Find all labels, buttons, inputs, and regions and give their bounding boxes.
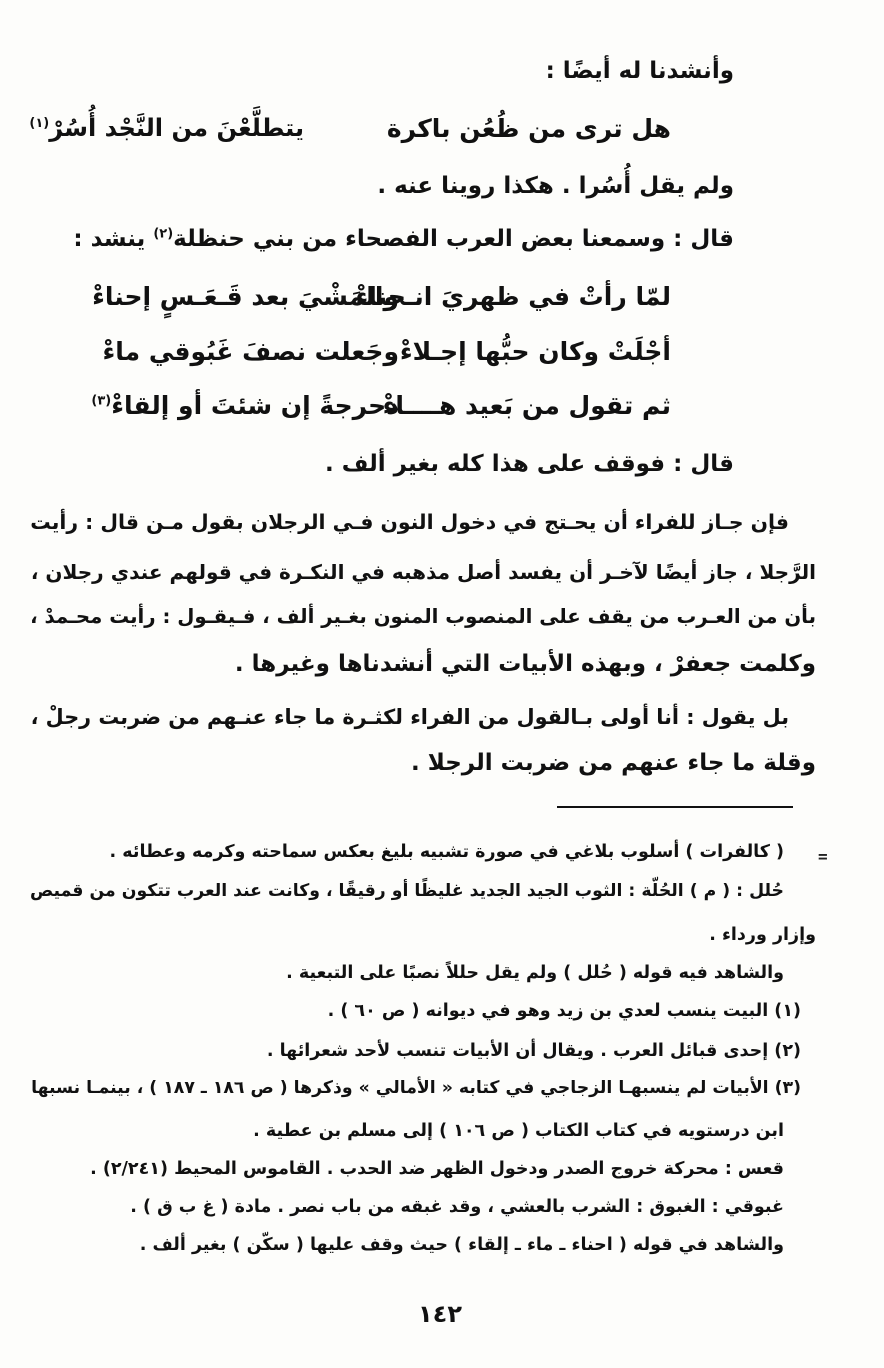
footnote-3-line-4: غبوقي : الغبوق : الشرب بالعشي ، وقد غبقه من باب نصر . مادة ( غ ب ق ) .	[130, 1197, 784, 1217]
footnote-ref-1: (١)	[29, 115, 50, 131]
footnote-3-line-5: والشاهد في قوله ( احناء ـ ماء ـ إلقاء ) حيث وقف عليها ( سكّن ) بغير ألف .	[139, 1235, 784, 1255]
footnote-1: (١) البيت ينسب لعدي بن زيد وهو في ديوانه ( ص ٦٠ ) .	[327, 1001, 801, 1021]
intro-line: وأنشدنا له أيضًا :	[545, 58, 734, 84]
footnote-ref-2: (٢)	[153, 226, 174, 242]
para1-line-3: بأن من العـرب من يقف على المنصوب المنون بغـير ألف ، فـيقـول : رأيت محـمدْ ،	[30, 605, 816, 628]
footnote-3-line-1: (٣) الأبيات لم ينسبهـا الزجاجي في كتابه « الأمالي » وذكرها ( ص ١٨٦ ـ ١٨٧ ) ، بينمـا نسبها	[31, 1078, 801, 1098]
qala-stop-line: قال : فوقف على هذا كله بغير ألف .	[324, 451, 734, 477]
footnote-line-4: والشاهد فيه قوله ( حُلل ) ولم يقل حللاً نصبًا على التبعية .	[286, 963, 784, 983]
footnote-continuation-marker: =	[818, 847, 828, 866]
verse-1-left-hemistich: هل ترى من ظُعُن باكرة	[386, 114, 671, 143]
qala-intro-text: قال : وسمعنا بعض العرب الفصحاء من بني حنظلة	[173, 226, 734, 252]
para1-line-2: الرَّجلا ، جاز أيضًا لآخـر أن يفسد أصل مذهبه في النكـرة في قولهم عندي رجلان ،	[30, 560, 816, 584]
para1-line-1: فإن جـاز للفراء أن يحـتج في دخول النون فـي الرجلان بقول مـن قال : رأيت	[30, 510, 789, 534]
page-number: ١٤٢	[418, 1300, 462, 1328]
qala-intro-tail: ينشد :	[73, 226, 146, 252]
para2-line-2: وقلة ما جاء عنهم من ضربت الرجلا .	[411, 750, 816, 776]
verse-4-left-hemistich: ثم تقول من بَعيد هــــاءْ	[382, 391, 671, 420]
footnote-3-line-3: قعس : محركة خروج الصدر ودخول الظهر ضد الحدب . القاموس المحيط (٢/٢٤١) .	[90, 1159, 784, 1179]
footnote-separator	[557, 806, 793, 808]
para2-line-1: بل يقول : أنا أولى بـالقول من الفراء لكثـرة ما جاء عنـهم من ضربت رجلْ ،	[30, 705, 789, 729]
qala-intro-line	[73, 226, 734, 252]
footnote-line-1: ( كالفرات ) أسلوب بلاغي في صورة تشبيه بليغ بعكس سماحته وكرمه وعطائه .	[109, 842, 784, 862]
para1-line-4: وكلمت جعفرْ ، وبهذه الأبيات التي أنشدناها وغيرها .	[234, 651, 816, 677]
verse-4-right-text: دحرجةً إن شئتَ أو إلقاءْ	[111, 391, 399, 420]
footnote-3-line-2: ابن درستويه في كتاب الكتاب ( ص ١٠٦ ) إلى مسلم بن عطية .	[253, 1121, 784, 1141]
verse-1-right-text: يتطلَّعْنَ من النَّجْد أُسُرْ	[49, 114, 304, 142]
verse-4-right-hemistich	[91, 391, 399, 420]
verse-2-right-hemistich: والمَشْيَ بعد قَـعَـسٍ إحناءْ	[92, 282, 399, 311]
verse-3-right-hemistich: وجَعلت نصفَ غَبُوقي ماءْ	[102, 337, 399, 366]
footnote-ref-3: (٣)	[91, 393, 112, 409]
verse-1-right-hemistich	[29, 114, 304, 142]
line-after-verse-1: ولم يقل أُسُرا . هكذا روينا عنه .	[377, 173, 734, 199]
verse-3-left-hemistich: أجْلَتْ وكان حبُّها إجـلاءْ	[399, 337, 671, 366]
footnote-line-2: حُلل : ( م ) الحُلّة : الثوب الجيد الجديد غليظًا أو رقيقًا ، وكانت عند العرب تتكون من قميص	[30, 881, 784, 901]
verse-2-left-hemistich: لمّا رأتْ في ظهريَ انـحناءْ	[355, 282, 671, 311]
footnote-2: (٢) إحدى قبائل العرب . ويقال أن الأبيات تنسب لأحد شعرائها .	[266, 1041, 801, 1061]
footnote-line-3: وإزار ورداء .	[709, 925, 816, 945]
